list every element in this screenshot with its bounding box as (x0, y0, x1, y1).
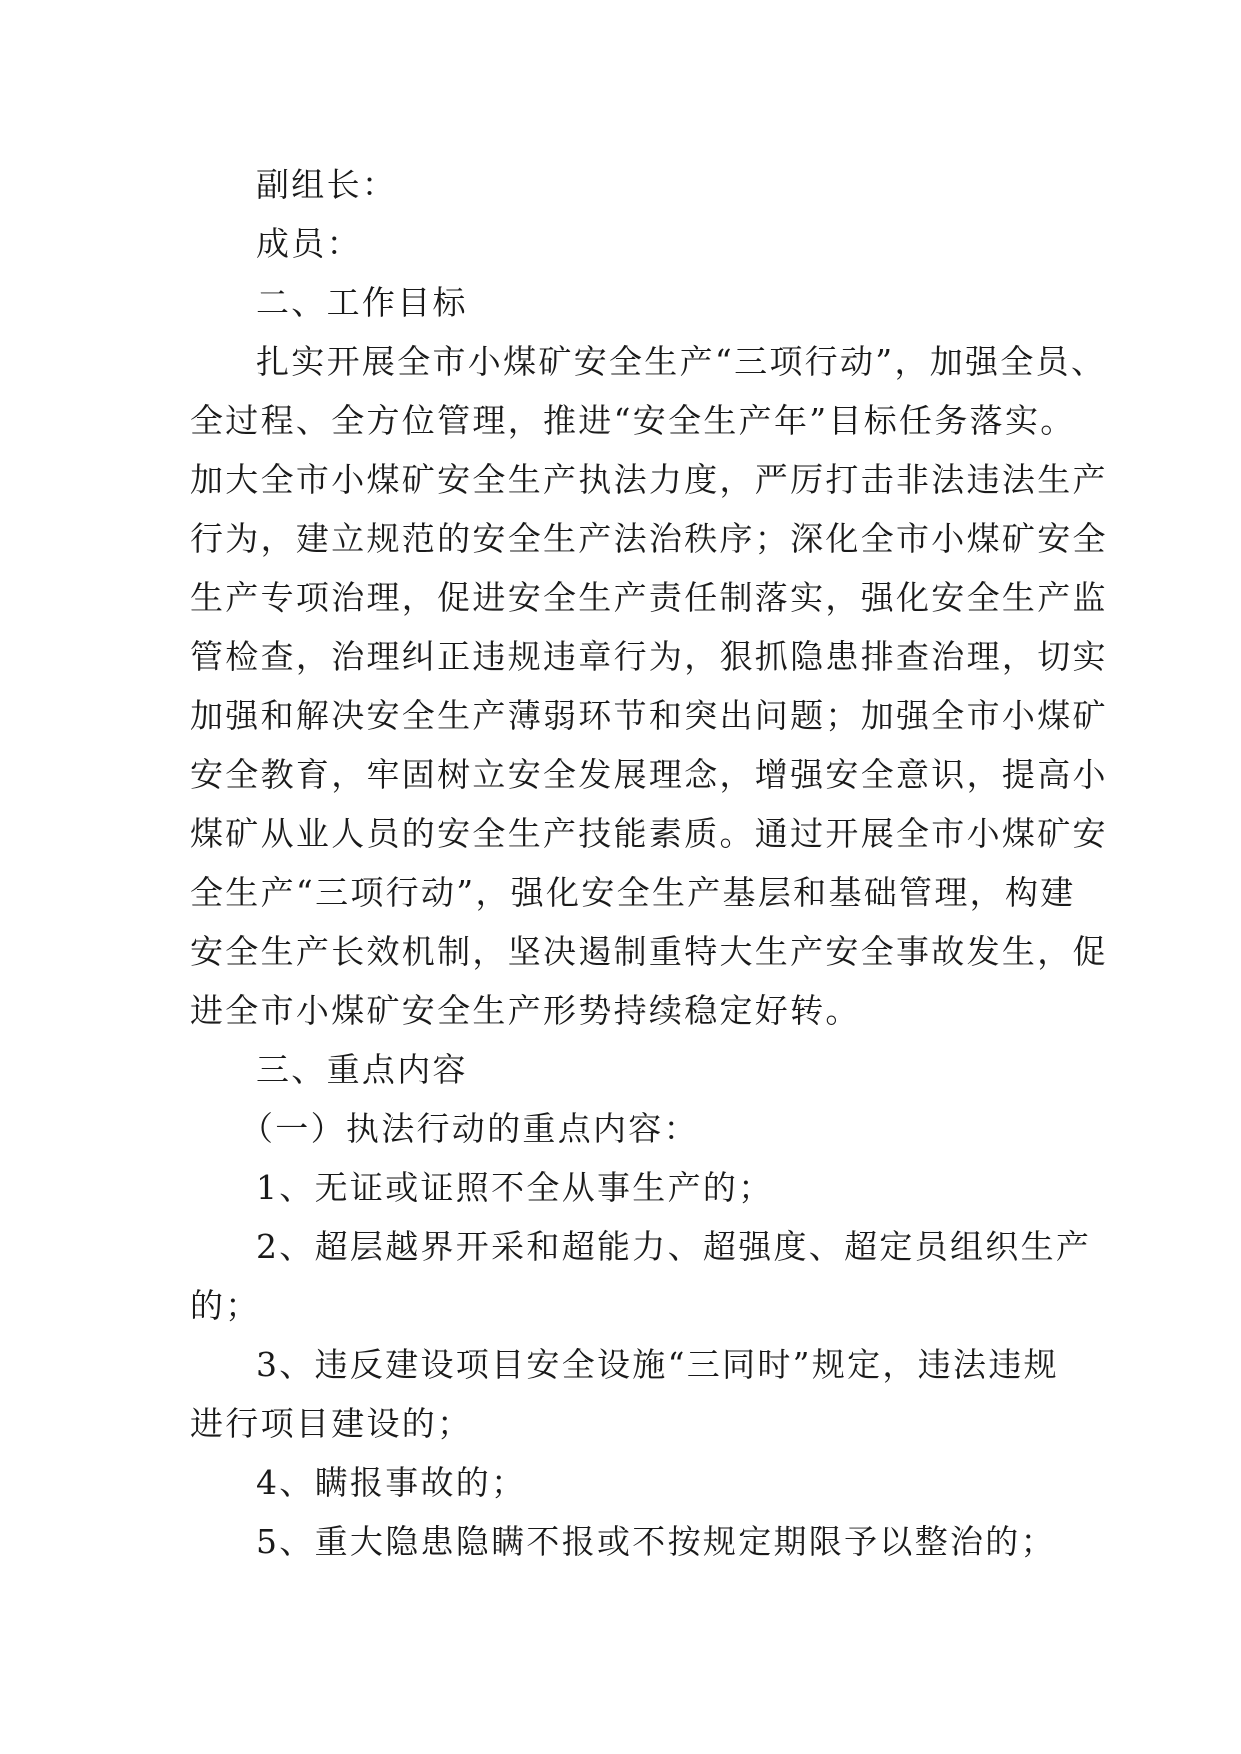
list-item-4: 4、瞒报事故的； (256, 1463, 527, 1502)
paragraph-line: 加大全市小煤矿安全生产执法力度，严厉打击非法违法生产 (190, 460, 1108, 499)
list-item-1: 1、无证或证照不全从事生产的； (256, 1168, 774, 1207)
paragraph-line: 全生产“三项行动”，强化安全生产基层和基础管理，构建 (190, 873, 1076, 912)
list-item-3-continued: 进行项目建设的； (190, 1404, 473, 1443)
list-item-3: 3、违反建设项目安全设施“三同时”规定，违法违规 (256, 1345, 1059, 1384)
list-item-2: 2、超层越界开采和超能力、超强度、超定员组织生产 (256, 1227, 1092, 1266)
paragraph-line: 行为，建立规范的安全生产法治秩序；深化全市小煤矿安全 (190, 519, 1108, 558)
paragraph-line: 进全市小煤矿安全生产形势持续稳定好转。 (190, 991, 861, 1030)
paragraph-line: 管检查，治理纠正违规违章行为，狠抓隐患排查治理，切实 (190, 637, 1108, 676)
paragraph-line: 生产专项治理，促进安全生产责任制落实，强化安全生产监 (190, 578, 1108, 617)
section-heading-key-content: 三、重点内容 (256, 1050, 468, 1089)
paragraph-line: 安全教育，牢固树立安全发展理念，增强安全意识，提高小 (190, 755, 1108, 794)
members-line: 成员： (256, 224, 362, 263)
paragraph-line: 全过程、全方位管理，推进“安全生产年”目标任务落实。 (190, 401, 1076, 440)
deputy-leader-line: 副组长： (256, 165, 398, 204)
list-item-5: 5、重大隐患隐瞒不报或不按规定期限予以整治的； (256, 1522, 1056, 1561)
paragraph-line: 扎实开展全市小煤矿安全生产“三项行动”，加强全员、 (256, 342, 1107, 381)
paragraph-line: 加强和解决安全生产薄弱环节和突出问题；加强全市小煤矿 (190, 696, 1108, 735)
subsection-heading-enforcement: （一）执法行动的重点内容： (240, 1109, 699, 1148)
paragraph-line: 煤矿从业人员的安全生产技能素质。通过开展全市小煤矿安 (190, 814, 1108, 853)
section-heading-goals: 二、工作目标 (256, 283, 468, 322)
list-item-2-continued: 的； (190, 1286, 261, 1325)
paragraph-line: 安全生产长效机制，坚决遏制重特大生产安全事故发生，促 (190, 932, 1108, 971)
document-body (190, 155, 1108, 1571)
